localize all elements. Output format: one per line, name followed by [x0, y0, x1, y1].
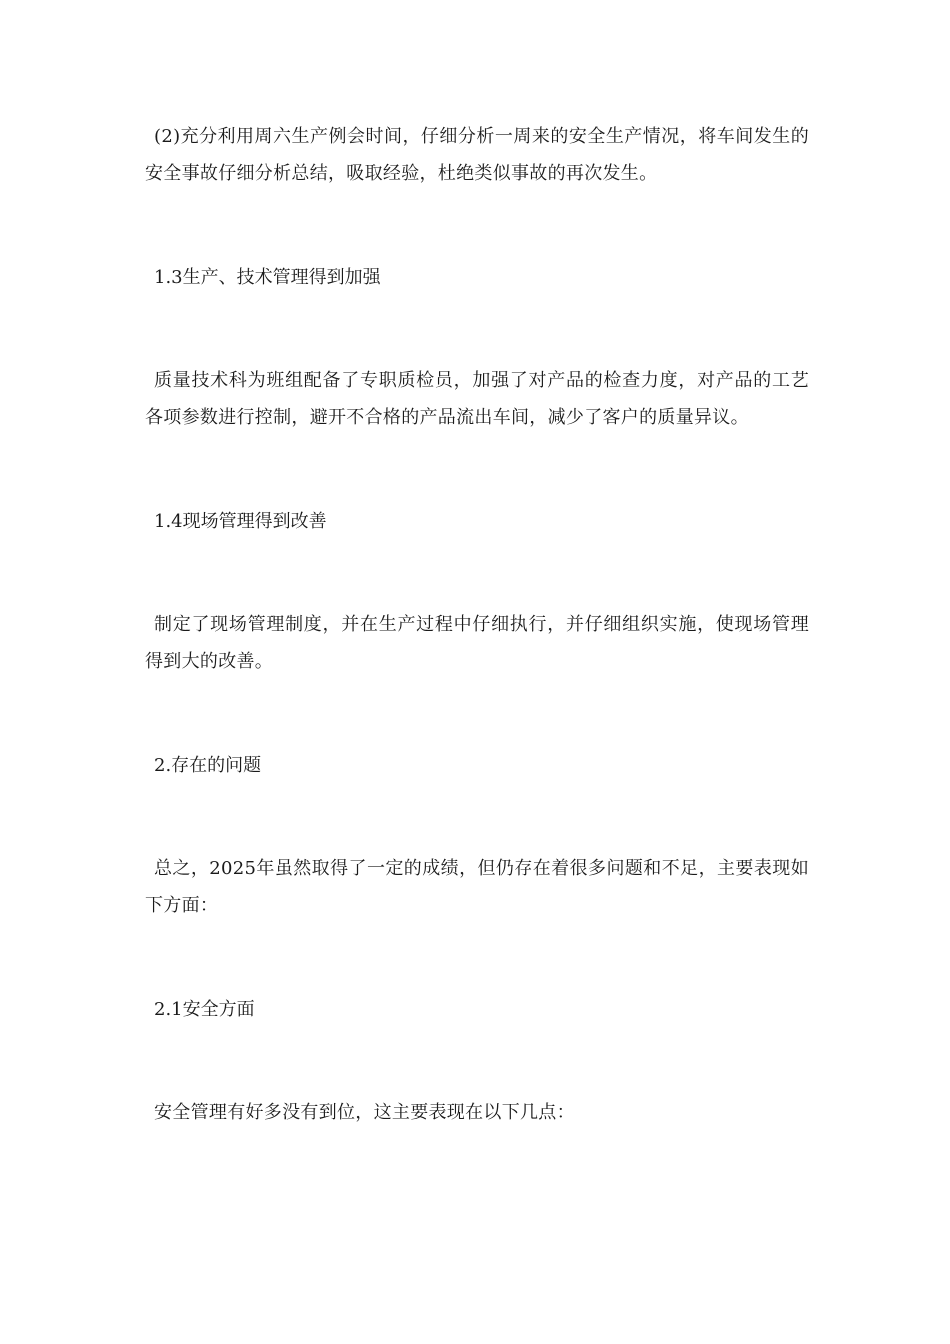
heading-1-4: 1.4现场管理得到改善 [154, 511, 327, 532]
paragraph-safety-meeting: (2)充分利用周六生产例会时间，仔细分析一周来的安全生产情况，将车间发生的安全事故仔细分析总结，吸取经验，杜绝类似事故的再次发生。 [145, 126, 809, 184]
paragraph-summary: 总之，2025年虽然取得了一定的成绩，但仍存在着很多问题和不足，主要表现如下方面： [145, 858, 809, 916]
heading-2: 2.存在的问题 [154, 755, 262, 776]
paragraph-site-management: 制定了现场管理制度，并在生产过程中仔细执行，并仔细组织实施，使现场管理得到大的改善。 [145, 614, 809, 672]
paragraph-safety-issues: 安全管理有好多没有到位，这主要表现在以下几点： [154, 1102, 575, 1123]
heading-2-1: 2.1安全方面 [154, 999, 255, 1020]
paragraph-quality-tech: 质量技术科为班组配备了专职质检员，加强了对产品的检查力度，对产品的工艺各项参数进行控制，避开不合格的产品流出车间，减少了客户的质量异议。 [145, 370, 809, 428]
heading-1-3: 1.3生产、技术管理得到加强 [154, 267, 381, 288]
